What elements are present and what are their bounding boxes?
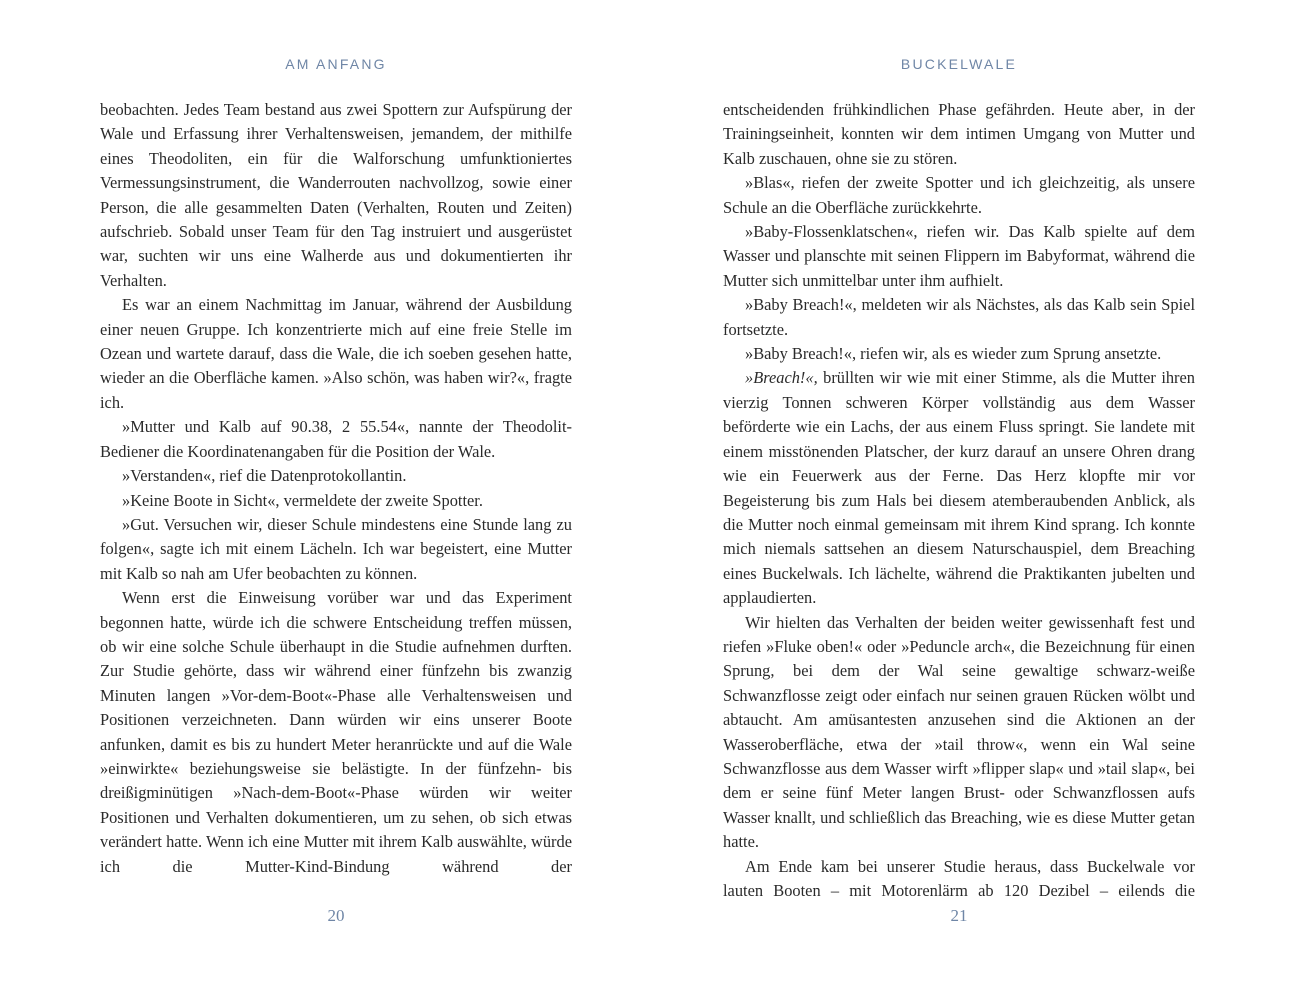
page-number-right: 21 <box>950 906 968 925</box>
paragraph: Am Ende kam bei unserer Studie heraus, dass Buckelwale vor lauten Booten – mit Motorenlärm ab 120 Dezibel – eilends die <box>723 856 1195 900</box>
paragraph: beobachten. Jedes Team bestand aus zwei Spottern zur Aufspürung der Wale und Erfassung ihrer Verhaltensweisen, jemandem, der mithilfe eines Theodoliten, ein für die Walforschung umfunktioniertes Vermessungsinstrument, die Wanderrouten nachvollzog, sowie einer Person, die alle gesammelten Daten (Verhalten, Routen und Zeiten) aufschrieb. Sobald unser Team für den Tag instruiert und ausgerüstet war, suchten wir uns eine Walherde aus und dokumentierten ihr Verhalten. <box>100 100 572 290</box>
paragraph: Es war an einem Nachmittag im Januar, während der Ausbildung einer neuen Gruppe. Ich konzentrierte mich auf eine freie Stelle im Ozean und wartete darauf, dass die Wale, die ich soeben gesehen hatte, wieder an die Oberfläche kamen. »Also schön, was haben wir?«, fragte ich. <box>100 295 572 412</box>
right-page-body <box>723 98 1195 903</box>
right-page <box>723 0 1195 1000</box>
paragraph: »Keine Boote in Sicht«, vermeldete der zweite Spotter. <box>122 490 483 510</box>
left-page-body <box>100 98 572 879</box>
paragraph <box>723 366 1195 610</box>
paragraph: »Gut. Versuchen wir, dieser Schule mindestens eine Stunde lang zu folgen«, sagte ich mit einem Lächeln. Ich war begeistert, eine Mutter mit Kalb so nah am Ufer beobachten zu können. <box>100 514 572 583</box>
paragraph: »Verstanden«, rief die Datenprotokollantin. <box>122 466 407 486</box>
running-head-left: AM ANFANG <box>285 56 387 72</box>
running-head-right: BUCKELWALE <box>900 56 1018 72</box>
paragraph: »Mutter und Kalb auf 90.38, 2 55.54«, nannte der Theodolit-Bediener die Koordinatenangaben für die Position der Wale. <box>100 417 572 461</box>
paragraph: »Baby Breach!«, meldeten wir als Nächstes, als das Kalb sein Spiel fortsetzte. <box>723 295 1195 339</box>
left-page <box>100 0 572 1000</box>
paragraph: »Baby-Flossenklatschen«, riefen wir. Das Kalb spielte auf dem Wasser und planschte mit seinen Flippern im Babyformat, während die Mutter sich unmittelbar unter ihm aufhielt. <box>723 222 1195 290</box>
paragraph: Wir hielten das Verhalten der beiden weiter gewissenhaft fest und riefen »Fluke oben!« oder »Peduncle arch«, die Bezeichnung für einen Sprung, bei dem der Wal seine gewaltige schwarz-weiße Schwanzflosse zeigt oder einfach nur seinen grauen Rücken wölbt und abtaucht. Am amüsantesten anzusehen sind die Aktionen an der Wasseroberfläche, etwa der »tail throw«, wenn ein Wal seine Schwanzflosse aus dem Wasser wirft »flipper slap« und »tail slap«, bei dem er seine fünf Meter langen Brust- oder Schwanzflossen aufs Wasser knallt, und schließlich das Breaching, wie es diese Mutter getan hatte. <box>723 612 1195 852</box>
paragraph-text: brüllten wir wie mit einer Stimme, als die Mutter ihren vierzig Tonnen schweren Körper vollständig aus dem Wasser beförderte wie ein Lachs, der aus einem Fluss springt. Sie landete mit einem misstönenden Platscher, der kurz darauf an unsere Ohren drang wie ein Feuerwerk aus der Ferne. Das Herz klopfte mir vor Begeisterung bis zum Hals bei diesem atemberaubenden Anblick, als die Mutter noch einmal gemeinsam mit ihrem Kind sprang. Ich konnte mich niemals sattsehen an diesem Naturschauspiel, dem Breaching eines Buckelwals. Ich lächelte, während die Praktikanten jubelten und applaudierten. <box>723 368 1195 608</box>
paragraph: entscheidenden frühkindlichen Phase gefährden. Heute aber, in der Trainingseinheit, konnten wir dem intimen Umgang von Mutter und Kalb zuschauen, ohne sie zu stören. <box>723 100 1195 168</box>
paragraph: »Blas«, riefen der zweite Spotter und ich gleichzeitig, als unsere Schule an die Oberfläche zurückkehrte. <box>723 173 1195 217</box>
paragraph: »Baby Breach!«, riefen wir, als es wieder zum Sprung ansetzte. <box>745 344 1162 364</box>
italic-exclamation: »Breach!«, <box>745 368 818 388</box>
page-number-left: 20 <box>327 906 345 925</box>
paragraph: Wenn erst die Einweisung vorüber war und das Experiment begonnen hatte, würde ich die schwere Entscheidung treffen müssen, ob wir eine solche Schule überhaupt in die Studie aufnehmen durften. Zur Studie gehörte, dass wir während einer fünfzehn bis zwanzig Minuten langen »Vor-dem-Boot«-Phase alle Verhaltensweisen und Positionen verzeichneten. Dann würden wir eins unserer Boote anfunken, damit es bis zu hundert Meter heranrückte und auf die Wale »einwirkte« beziehungsweise sie belästigte. In der fünfzehn- bis dreißigminütigen »Nach-dem-Boot«-Phase würden wir weiter Positionen und Verhalten dokumentieren, um zu sehen, ob sich etwas verändert hatte. Wenn ich eine Mutter mit ihrem Kalb auswählte, würde ich die Mutter-Kind-Bindung während der <box>100 588 572 876</box>
